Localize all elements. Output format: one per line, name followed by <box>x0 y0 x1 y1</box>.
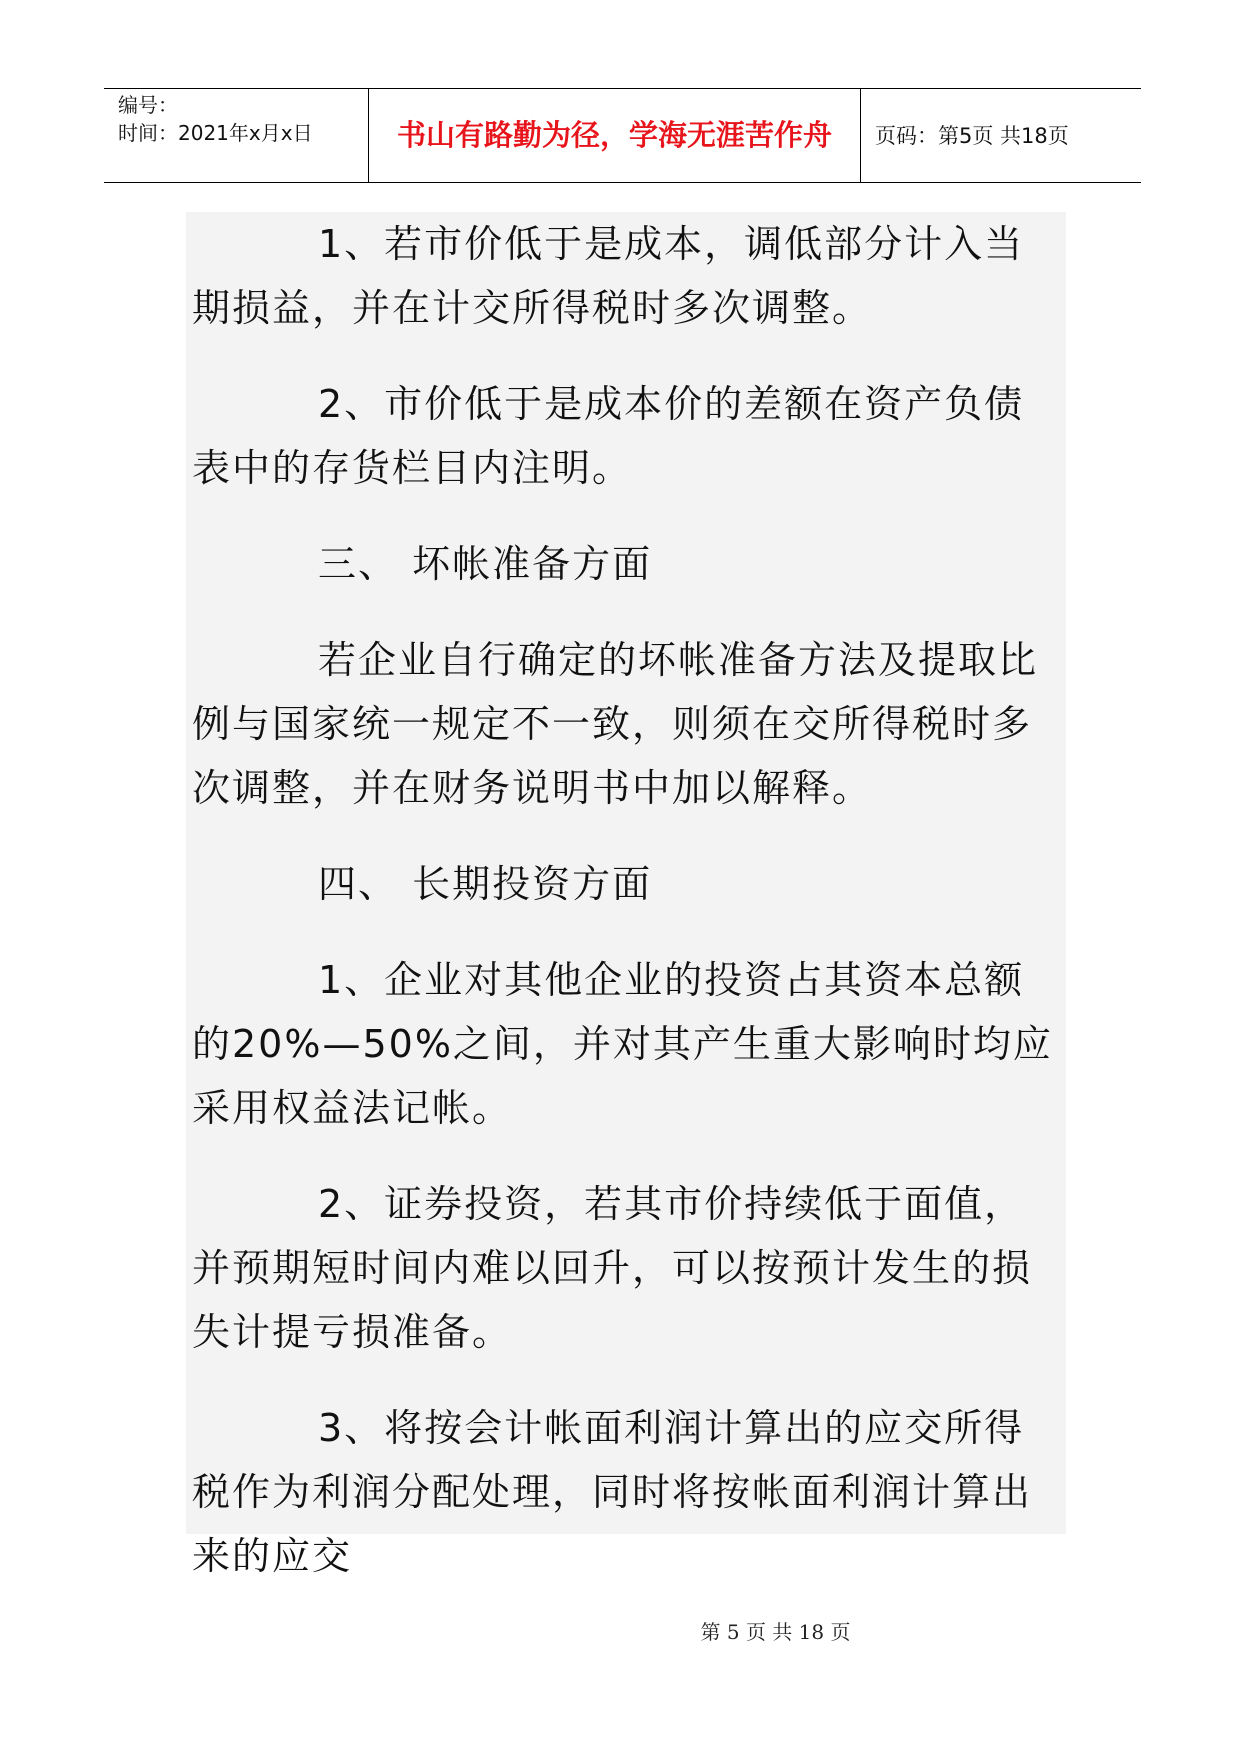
page-header <box>104 88 1141 183</box>
document-time: 时间：2021年x月x日 <box>118 121 313 145</box>
paragraph-4: 1、企业对其他企业的投资占其资本总额的20%—50%之间，并对其产生重大影响时均应采用权益法记帐。 <box>192 958 1053 1130</box>
paragraph-6: 3、将按会计帐面利润计算出的应交所得税作为利润分配处理，同时将按帐面利润计算出来的应交 <box>192 1406 1033 1578</box>
header-motto: 书山有路勤为径，学海无涯苦作舟 <box>396 118 832 152</box>
paragraph-2: 2、市价低于是成本价的差额在资产负债表中的存货栏目内注明。 <box>192 382 1025 490</box>
paragraph-3: 若企业自行确定的坏帐准备方法及提取比例与国家统一规定不一致，则须在交所得税时多次调整，并在财务说明书中加以解释。 <box>192 638 1039 810</box>
header-page-cell <box>861 89 1141 182</box>
header-page-number: 页码：第5页 共18页 <box>875 124 1069 148</box>
header-motto-cell <box>369 89 861 182</box>
document-number-label: 编号： <box>118 93 178 117</box>
paragraph-5: 2、证券投资，若其市价持续低于面值，并预期短时间内难以回升，可以按预计发生的损失计提亏损准备。 <box>192 1182 1033 1354</box>
header-info-cell <box>104 89 369 182</box>
document-body <box>186 212 1066 1578</box>
section-heading-long-term-investment: 四、 长期投资方面 <box>318 862 653 906</box>
page-footer-number: 第 5 页 共 18 页 <box>700 1620 851 1644</box>
paragraph-1: 1、若市价低于是成本，调低部分计入当期损益，并在计交所得税时多次调整。 <box>192 222 1025 330</box>
section-heading-bad-debt: 三、 坏帐准备方面 <box>318 542 653 586</box>
